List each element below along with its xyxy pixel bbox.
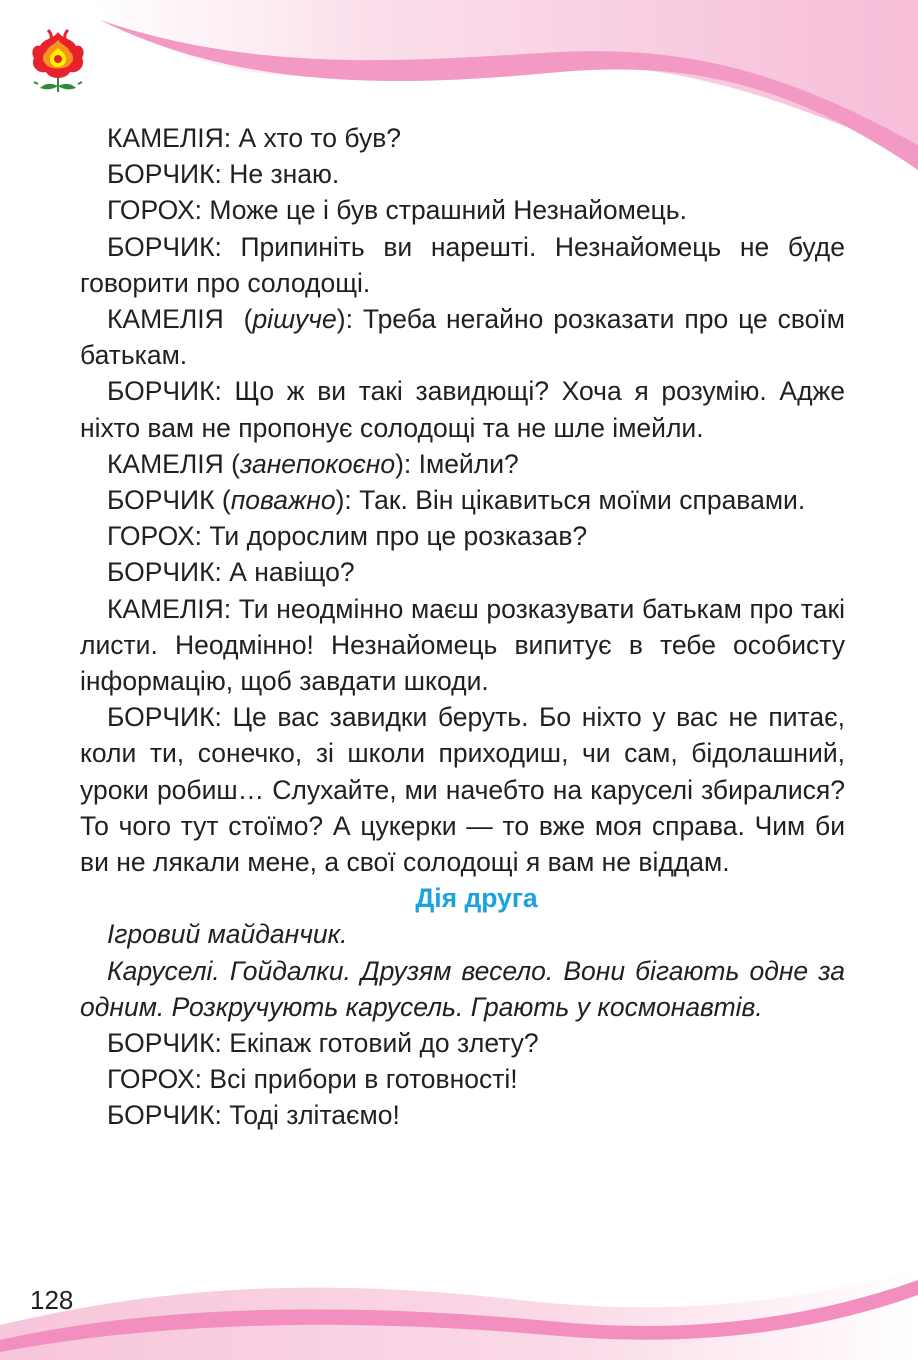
dialogue-line: БОРЧИК: Екіпаж готовий до злету? (107, 1028, 539, 1059)
dialogue-line: БОРЧИК: Припиніть ви нарешті. Незнайомець не буде говорити про солодощі. (80, 231, 845, 298)
dialogue-line: КАМЕЛІЯ: А хто то був? (107, 123, 402, 153)
play-text (80, 120, 845, 1134)
dialogue-line: БОРЧИК: Що ж ви такі завидющі? Хоча я розумію. Адже ніхто вам не пропонує солодощі та не шле імейли. (80, 376, 845, 443)
page-number: 128 (30, 1285, 74, 1315)
stage-direction: Каруселі. Гойдалки. Друзям весело. Вони бігають одне за одним. Розкручують карусель. Грають у космонавтів. (80, 955, 845, 1022)
act-heading: Дія друга (415, 883, 538, 914)
dialogue-line: БОРЧИК: Тоді злітаємо! (107, 1100, 400, 1131)
dialogue-line: КАМЕЛІЯ: Ти неодмінно маєш розказувати батькам про такі листи. Неодмінно! Незнайомець випитує в тебе особисту інформацію, щоб завдати шкоди. (80, 593, 845, 697)
dialogue-line: ГОРОХ: Всі прибори в готовності! (107, 1064, 518, 1095)
stage-remark: поважно (230, 485, 336, 516)
stage-remark: рішуче (252, 304, 337, 335)
dialogue-line: БОРЧИК: Це вас завидки беруть. Бо ніхто у вас не питає, коли ти, сонечко, зі школи приходиш, чи сам, бідолашний, уроки робиш… Слухайте, ми начебто на каруселі збиралися? То чого тут стоїмо? А цукерки — то вже моя справа. Чим би ви не лякали мене, а свої солодощі я вам не віддам. (80, 702, 845, 878)
stage-remark: занепокоєно (239, 448, 396, 479)
dialogue-line: БОРЧИК: А навіщо? (107, 557, 355, 588)
dialogue-line: КАМЕЛІЯ (рішуче): Треба негайно розказати про це своїм батькам. (80, 304, 845, 371)
dialogue-line: ГОРОХ: Ти дорослим про це розказав? (107, 521, 588, 552)
dialogue-line: БОРЧИК: Не знаю. (107, 159, 340, 190)
dialogue-line: БОРЧИК (поважно): Так. Він цікавиться моїми справами. (107, 485, 806, 516)
dialogue-line: КАМЕЛІЯ (занепокоєно): Імейли? (107, 448, 519, 479)
stage-direction: Ігровий майданчик. (107, 919, 348, 950)
bottom-band (0, 1270, 918, 1360)
folk-flower-icon (26, 26, 90, 98)
dialogue-line: ГОРОХ: Може це і був страшний Незнайомець. (107, 195, 687, 226)
